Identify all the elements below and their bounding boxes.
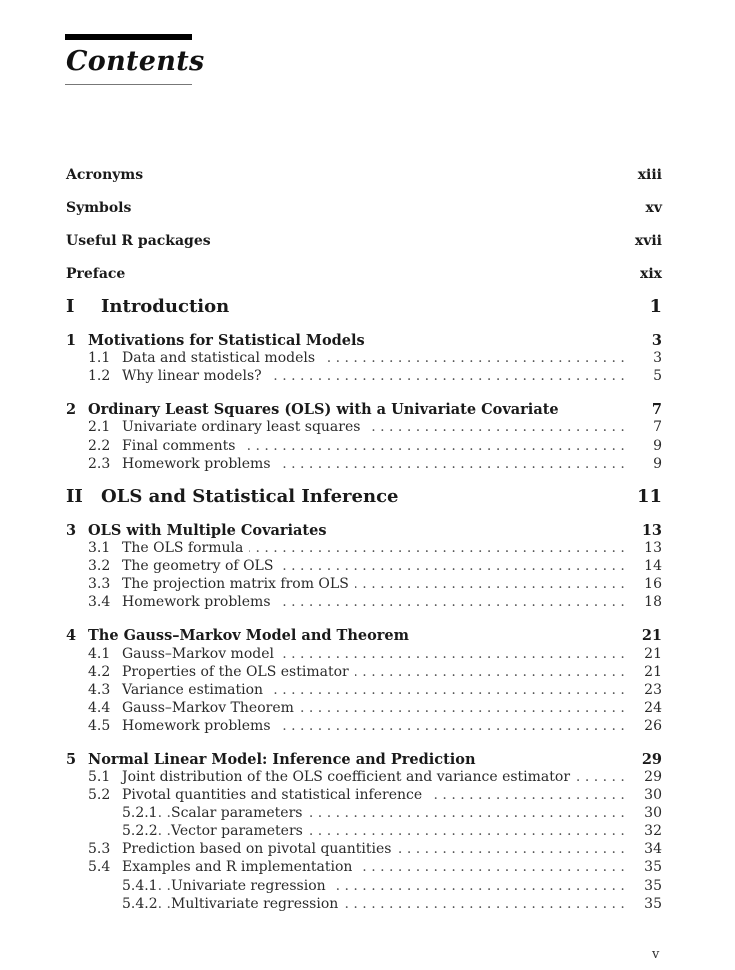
chapter-number: 1 <box>66 332 77 349</box>
section-number: 5.3 <box>88 841 111 857</box>
section-number: 3.3 <box>88 576 111 592</box>
chapter-number: 3 <box>66 522 77 539</box>
chapter-title: Motivations for Statistical Models <box>88 332 365 349</box>
part-title: Introduction <box>101 296 230 317</box>
toc-entry-page: xv <box>645 200 662 216</box>
section-page: 9 <box>653 438 662 454</box>
section-number: 5.2 <box>88 787 111 803</box>
toc-section-4-1[interactable] <box>66 646 662 664</box>
toc-entry-page: xiii <box>637 167 662 183</box>
section-number: 2.2 <box>88 438 111 454</box>
chapter-page: 29 <box>641 751 662 768</box>
section-number: 4.5 <box>88 718 111 734</box>
chapter-number: 4 <box>66 627 77 644</box>
section-page: 26 <box>644 718 662 734</box>
toc-chapter-3[interactable] <box>66 522 662 540</box>
toc-chapter-2[interactable] <box>66 401 662 419</box>
toc-section-4-2[interactable] <box>66 664 662 682</box>
toc-section-1-1[interactable] <box>66 350 662 368</box>
toc-section-5-3[interactable] <box>66 841 662 859</box>
chapter-number: 5 <box>66 751 77 768</box>
section-number: 2.3 <box>88 456 111 472</box>
section-number: 5.4 <box>88 859 111 875</box>
subsection-number: 5.4.2 <box>122 896 158 912</box>
part-title: OLS and Statistical Inference <box>101 486 399 507</box>
part-page: 11 <box>636 486 662 507</box>
page-title: Contents <box>66 46 205 77</box>
subsection-page: 35 <box>644 896 662 912</box>
heading-rule-top <box>65 34 192 40</box>
section-title: Univariate ordinary least squares <box>122 419 366 435</box>
section-title: Final comments <box>122 438 241 454</box>
section-title: Data and statistical models <box>122 350 321 366</box>
section-page: 34 <box>644 841 662 857</box>
section-page: 21 <box>644 646 662 662</box>
subsection-title: Univariate regression <box>171 878 332 894</box>
section-title: Variance estimation <box>122 682 269 698</box>
toc-section-5-4[interactable] <box>66 859 662 877</box>
section-title: Homework problems <box>122 456 277 472</box>
toc-entry-title: Preface <box>66 266 126 282</box>
section-number: 2.1 <box>88 419 111 435</box>
toc-subsection-5-2-1[interactable] <box>66 805 662 823</box>
chapter-title: The Gauss–Markov Model and Theorem <box>88 627 409 644</box>
section-page: 30 <box>644 787 662 803</box>
section-number: 4.4 <box>88 700 111 716</box>
toc-subsection-5-4-1[interactable] <box>66 878 662 896</box>
toc-entry-useful-r-packages[interactable] <box>66 233 662 251</box>
toc-subsection-5-2-2[interactable] <box>66 823 662 841</box>
chapter-page: 3 <box>651 332 662 349</box>
heading-rule-bottom <box>65 84 192 85</box>
toc-entry-acronyms[interactable] <box>66 167 662 185</box>
toc-chapter-4[interactable] <box>66 627 662 645</box>
toc-section-3-1[interactable] <box>66 540 662 558</box>
section-number: 1.2 <box>88 368 111 384</box>
subsection-number: 5.4.1 <box>122 878 158 894</box>
toc-part-2[interactable] <box>66 486 662 507</box>
section-page: 9 <box>653 456 662 472</box>
section-number: 1.1 <box>88 350 111 366</box>
subsection-page: 32 <box>644 823 662 839</box>
subsection-title: Scalar parameters <box>171 805 308 821</box>
section-page: 5 <box>653 368 662 384</box>
toc-section-4-5[interactable] <box>66 718 662 736</box>
section-title: Pivotal quantities and statistical inference <box>122 787 428 803</box>
section-page: 14 <box>644 558 662 574</box>
section-page: 21 <box>644 664 662 680</box>
toc-subsection-5-4-2[interactable] <box>66 896 662 914</box>
section-number: 3.1 <box>88 540 111 556</box>
section-title: The geometry of OLS <box>122 558 279 574</box>
page-number: v <box>652 947 660 962</box>
toc-section-3-4[interactable] <box>66 594 662 612</box>
toc-section-1-2[interactable] <box>66 368 662 386</box>
section-title: Gauss–Markov model <box>122 646 280 662</box>
section-page: 23 <box>644 682 662 698</box>
chapter-title: Ordinary Least Squares (OLS) with a Univariate Covariate <box>88 401 559 418</box>
toc-part-1[interactable] <box>66 296 662 317</box>
toc-entry-page: xvii <box>634 233 662 249</box>
section-title: Prediction based on pivotal quantities <box>122 841 397 857</box>
toc-entry-title: Useful R packages <box>66 233 211 249</box>
section-page: 18 <box>644 594 662 610</box>
section-number: 3.4 <box>88 594 111 610</box>
section-page: 24 <box>644 700 662 716</box>
chapter-number: 2 <box>66 401 77 418</box>
chapter-page: 21 <box>641 627 662 644</box>
section-number: 4.2 <box>88 664 111 680</box>
part-page: 1 <box>649 296 662 317</box>
toc-section-2-1[interactable] <box>66 419 662 437</box>
section-title: Examples and R implementation <box>122 859 358 875</box>
section-title: Why linear models? <box>122 368 268 384</box>
toc-section-3-3[interactable] <box>66 576 662 594</box>
toc-section-3-2[interactable] <box>66 558 662 576</box>
toc-entry-title: Symbols <box>66 200 132 216</box>
toc-entry-symbols[interactable] <box>66 200 662 218</box>
subsection-title: Multivariate regression <box>171 896 344 912</box>
section-title: The projection matrix from OLS <box>122 576 355 592</box>
toc-section-2-2[interactable] <box>66 438 662 456</box>
toc-entry-page: xix <box>639 266 662 282</box>
chapter-page: 7 <box>651 401 662 418</box>
subsection-number: 5.2.2 <box>122 823 158 839</box>
subsection-page: 35 <box>644 878 662 894</box>
section-page: 7 <box>653 419 662 435</box>
section-number: 3.2 <box>88 558 111 574</box>
toc-section-5-2[interactable] <box>66 787 662 805</box>
chapter-page: 13 <box>641 522 662 539</box>
toc-section-4-3[interactable] <box>66 682 662 700</box>
subsection-title: Vector parameters <box>171 823 309 839</box>
section-page: 13 <box>644 540 662 556</box>
toc-entry-preface[interactable] <box>66 266 662 284</box>
subsection-page: 30 <box>644 805 662 821</box>
chapter-title: OLS with Multiple Covariates <box>88 522 327 539</box>
section-title: Gauss–Markov Theorem <box>122 700 300 716</box>
toc-entry-title: Acronyms <box>66 167 144 183</box>
subsection-number: 5.2.1 <box>122 805 158 821</box>
section-title: Properties of the OLS estimator <box>122 664 355 680</box>
part-number: II <box>66 486 83 507</box>
section-number: 5.1 <box>88 769 111 785</box>
section-title: Homework problems <box>122 594 277 610</box>
toc-chapter-5[interactable] <box>66 751 662 769</box>
toc-section-4-4[interactable] <box>66 700 662 718</box>
section-number: 4.1 <box>88 646 111 662</box>
section-page: 29 <box>644 769 662 785</box>
part-number: I <box>66 296 75 317</box>
toc-chapter-1[interactable] <box>66 332 662 350</box>
section-page: 16 <box>644 576 662 592</box>
section-page: 3 <box>653 350 662 366</box>
toc-section-2-3[interactable] <box>66 456 662 474</box>
chapter-title: Normal Linear Model: Inference and Prediction <box>88 751 476 768</box>
section-title: Homework problems <box>122 718 277 734</box>
toc-section-5-1[interactable] <box>66 769 662 787</box>
section-title: The OLS formula <box>122 540 249 556</box>
section-title: Joint distribution of the OLS coefficient and variance estimator <box>122 769 576 785</box>
section-number: 4.3 <box>88 682 111 698</box>
section-page: 35 <box>644 859 662 875</box>
